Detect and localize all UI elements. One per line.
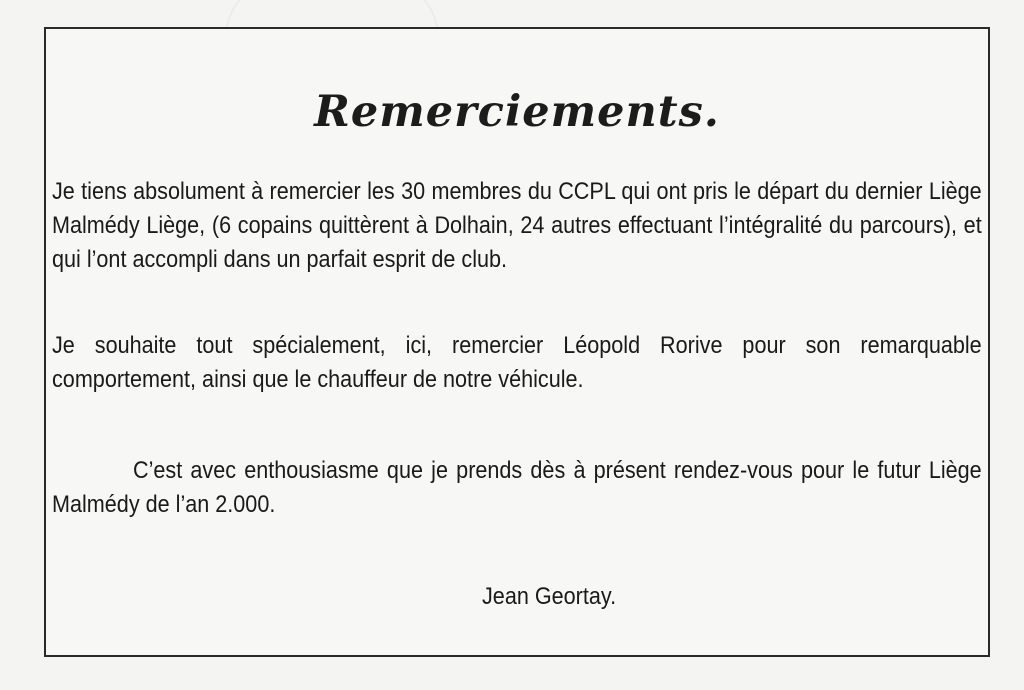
paragraph-next-event	[52, 454, 982, 522]
notice-title: Remerciements.	[314, 87, 720, 137]
paragraph-text: Je souhaite tout spécialement, ici, remercier Léopold Rorive pour son remarquable comportement, ainsi que le chauffeur de notre véhicule.	[52, 332, 982, 393]
paragraph-text: C’est avec enthousiasme que je prends dès à présent rendez-vous pour le futur Liège Malmédy de l’an 2.000.	[52, 457, 982, 518]
notice-frame	[44, 27, 990, 657]
paragraph-text: Je tiens absolument à remercier les 30 membres du CCPL qui ont pris le départ du dernier Liège Malmédy Liège, (6 copains quittèrent à Dolhain, 24 autres effectuant l’intégralité du parcours), et qui l’ont accompli dans un parfait esprit de club.	[52, 178, 982, 273]
signature: Jean Geortay.	[482, 583, 617, 610]
paragraph-thanks-individual	[52, 329, 982, 397]
paragraph-thanks-members	[52, 175, 982, 277]
